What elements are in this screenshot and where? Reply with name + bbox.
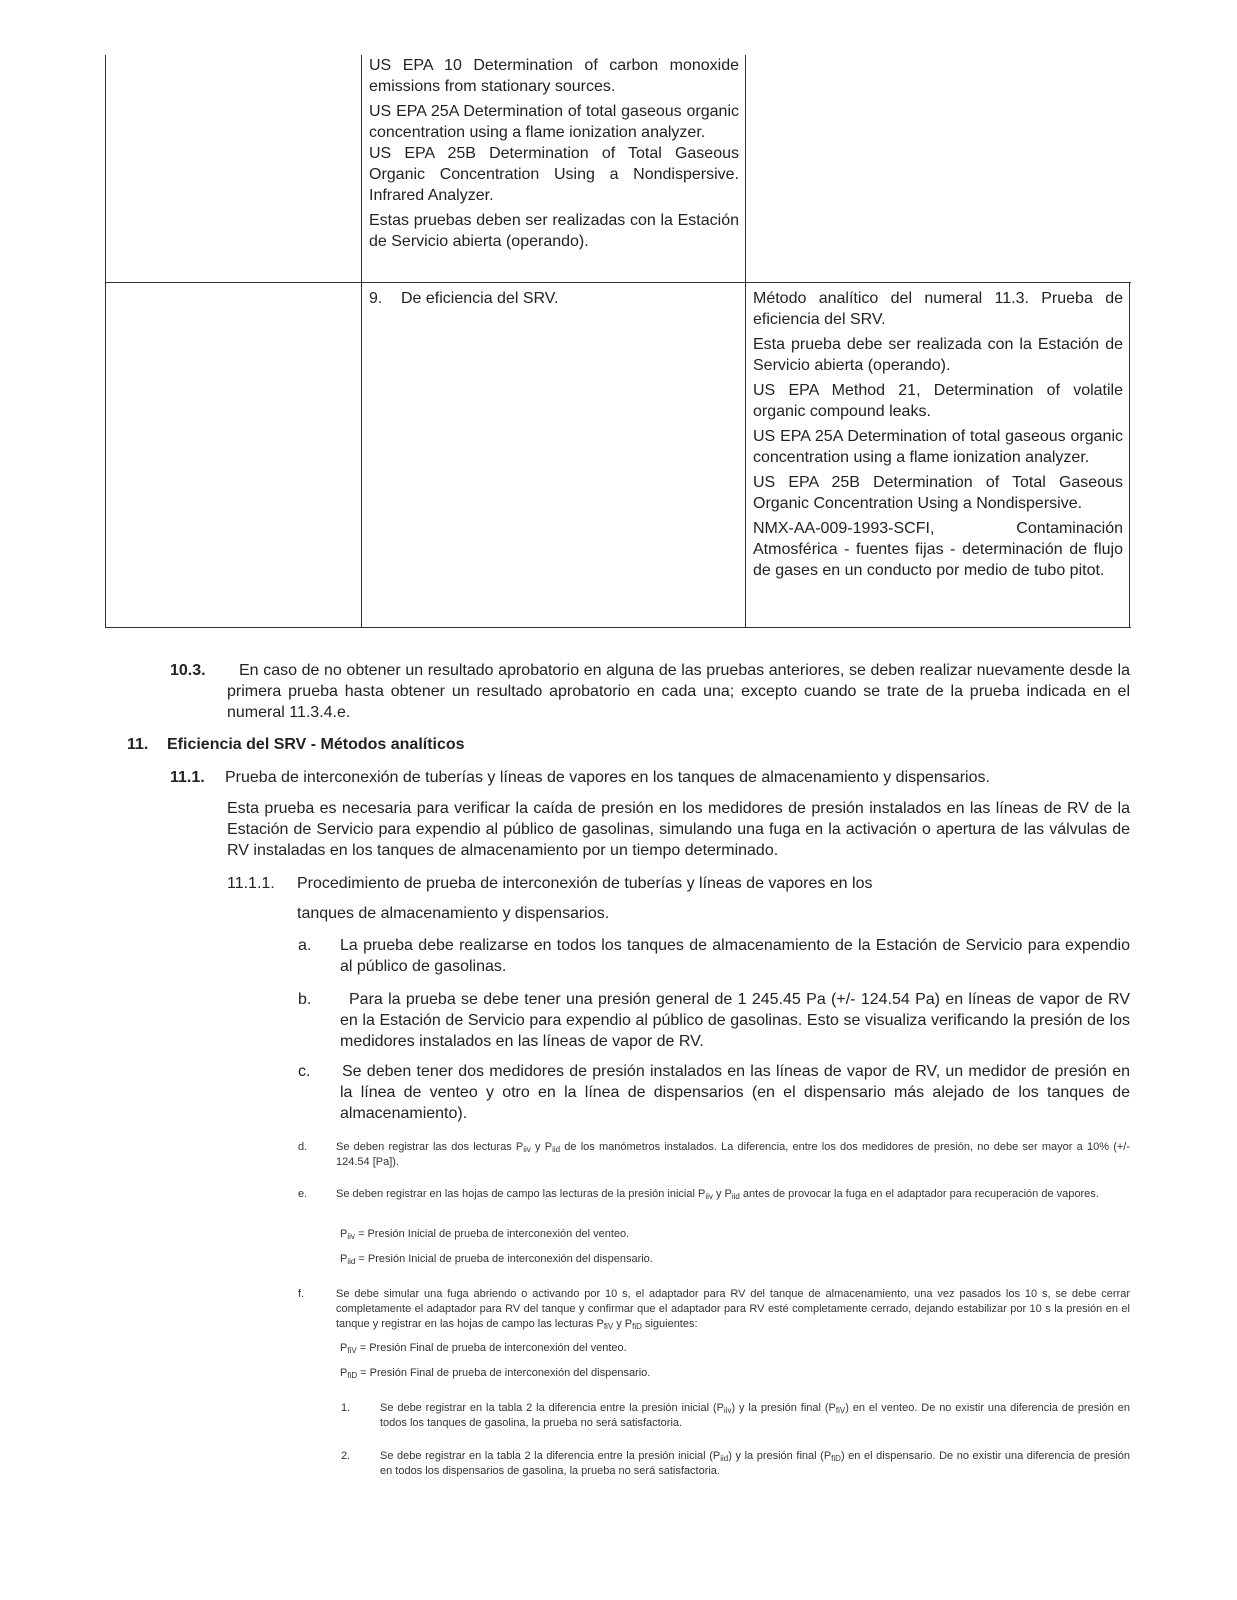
list-item xyxy=(380,1449,1130,1479)
list-marker: e. xyxy=(298,1188,308,1200)
section-number: 10.3. xyxy=(170,662,206,679)
definition: $P_{iiv}$ = Presión Inicial de prueba de interconexión del venteo. xyxy=(340,1228,630,1241)
section-title: Prueba de interconexión de tuberías y líneas de vapores en los tanques de almacenamiento y dispensarios. xyxy=(225,769,990,786)
list-marker: 1. xyxy=(341,1402,351,1414)
table-row xyxy=(105,282,1131,628)
paragraph: En caso de no obtener un resultado aprobatorio en alguna de las pruebas anteriores, se deben realizar nuevamente desde la primera prueba hasta obtener un resultado aprobatorio en cada una; excepto cuando se trate de la prueba indicada en el numeral 11.3.4.e. xyxy=(227,662,1130,721)
list-marker: c. xyxy=(298,1063,311,1080)
table-cell xyxy=(369,55,739,256)
list-item xyxy=(336,1140,1130,1170)
section-number: 11. xyxy=(127,736,149,753)
definition: $P_{fiD}$ = Presión Final de prueba de interconexión del dispensario. xyxy=(340,1367,651,1380)
method-text: US EPA 25B Determination of Total Gaseous Organic Concentration Using a Nondispersive. xyxy=(753,474,1123,512)
method-text: Método analítico del numeral 11.3. Prueba de eficiencia del SRV. xyxy=(753,290,1123,328)
item-text: Se deben registrar las dos lecturas $P_{iiv}$ y $P_{iid}$ de los manómetros instalados. La diferencia, entre los dos medidores de presión, no debe ser mayor a 10% (+/- 124.54 [Pa]). xyxy=(336,1141,1130,1168)
item-number: 9. xyxy=(369,290,383,307)
paragraph: Esta prueba es necesaria para verificar la caída de presión en los medidores de presión instalados en las líneas de RV de la Estación de Servicio para expendio al público de gasolinas, simulando una fuga en la activación o apertura de las válvulas de RV instaladas en los tanques de almacenamiento por un tiempo determinado. xyxy=(227,800,1130,859)
list-marker: f. xyxy=(298,1288,305,1300)
methods-table xyxy=(105,55,1131,628)
method-text: US EPA 10 Determination of carbon monoxide emissions from stationary sources. xyxy=(369,57,739,95)
method-text: US EPA 25A Determination of total gaseous organic concentration using a flame ionization analyzer. xyxy=(369,103,739,141)
table-row xyxy=(105,55,1131,282)
method-text: NMX-AA-009-1993-SCFI, Contaminación Atmosférica - fuentes fijas - determinación de flujo de gases en un conducto por medio de tubo pitot. xyxy=(753,520,1123,579)
table-border xyxy=(105,283,106,627)
table-border xyxy=(1129,283,1130,627)
item-text: Para la prueba se debe tener una presión general de 1 245.45 Pa (+/- 124.54 Pa) en líneas de vapor de RV en la Estación de Servicio para expendio al público de gasolinas. Esto se visualiza verificando la presión de los medidores instalados en las líneas de vapor de RV. xyxy=(340,991,1130,1050)
section-title: Eficiencia del SRV - Métodos analíticos xyxy=(167,736,465,753)
item-text: Se deben registrar en las hojas de campo las lecturas de la presión inicial $P_{iiv}$ y $P_{iid}$ antes de provocar la fuga en el adaptador para recuperación de vapores. xyxy=(336,1188,1099,1201)
item-text: La prueba debe realizarse en todos los tanques de almacenamiento de la Estación de Servicio para expendio al público de gasolinas. xyxy=(340,937,1130,975)
list-marker: d. xyxy=(298,1141,308,1153)
item-text: Se debe registrar en la tabla 2 la diferencia entre la presión inicial $(P_{iid})$ y la presión final $(P_{fiD})$ en el dispensario. De no existir una diferencia de presión en todos los dispensarios de gasolina, la prueba no será satisfactoria. xyxy=(380,1450,1131,1477)
list-item xyxy=(380,1401,1130,1431)
table-border xyxy=(745,283,746,627)
table-border xyxy=(361,55,362,282)
section-11-1-paragraph xyxy=(227,798,1130,861)
definition: $P_{fiV}$ = Presión Final de prueba de interconexión del venteo. xyxy=(340,1342,627,1355)
item-text: Se debe registrar en la tabla 2 la diferencia entre la presión inicial $(P_{iiv})$ y la presión final $(P_{fiV})$ en el venteo. De no existir una diferencia de presión en todos los tanques de gasolina, la prueba no será satisfactoria. xyxy=(380,1402,1131,1429)
table-border xyxy=(105,55,106,282)
item-text: Se debe simular una fuga abriendo o activando por 10 s, el adaptador para RV del tanque de almacenamiento, una vez pasados los 10 s, se debe cerrar completamente el adaptador para RV del tanque y confirmar que el adaptador para RV esté completamente cerrado, dejando estabilizar por 10 s la presión en el tanque y registrar en las hojas de campo las lecturas $P_{fiV}$ y $P_{fiD}$ siguientes: xyxy=(336,1288,1130,1331)
section-title: tanques de almacenamiento y dispensarios. xyxy=(297,905,610,922)
list-marker: 2. xyxy=(341,1450,351,1462)
list-item xyxy=(340,1061,1130,1124)
table-cell xyxy=(369,288,739,309)
list-marker: a. xyxy=(298,937,312,954)
table-cell xyxy=(753,288,1123,585)
list-item xyxy=(340,935,1130,977)
section-number: 11.1.1. xyxy=(227,875,275,892)
table-border xyxy=(361,283,362,627)
item-label: De eficiencia del SRV. xyxy=(401,290,559,307)
list-marker: b. xyxy=(298,991,312,1008)
method-text: US EPA 25B Determination of Total Gaseous Organic Concentration Using a Nondispersive. Infrared Analyzer. xyxy=(369,145,739,204)
method-text: US EPA 25A Determination of total gaseous organic concentration using a flame ionization analyzer. xyxy=(753,428,1123,466)
list-item xyxy=(340,989,1130,1052)
method-text: US EPA Method 21, Determination of volatile organic compound leaks. xyxy=(753,382,1123,420)
section-10-3-text xyxy=(227,660,1130,723)
item-text: Se deben tener dos medidores de presión instalados en las líneas de vapor de RV, un medidor de presión en la línea de venteo y otro en la línea de dispensarios (en el dispensario más alejado de los tanques de almacenamiento). xyxy=(340,1063,1130,1122)
section-title: Procedimiento de prueba de interconexión de tuberías y líneas de vapores en los xyxy=(297,875,873,892)
section-number: 11.1. xyxy=(170,769,205,786)
definition: $P_{iid}$ = Presión Inicial de prueba de interconexión del dispensario. xyxy=(340,1253,653,1266)
method-text: Esta prueba debe ser realizada con la Estación de Servicio abierta (operando). xyxy=(753,336,1123,374)
list-item xyxy=(336,1187,1130,1202)
method-text: Estas pruebas deben ser realizadas con la Estación de Servicio abierta (operando). xyxy=(369,212,739,250)
list-item xyxy=(336,1287,1130,1332)
table-border xyxy=(745,55,746,282)
